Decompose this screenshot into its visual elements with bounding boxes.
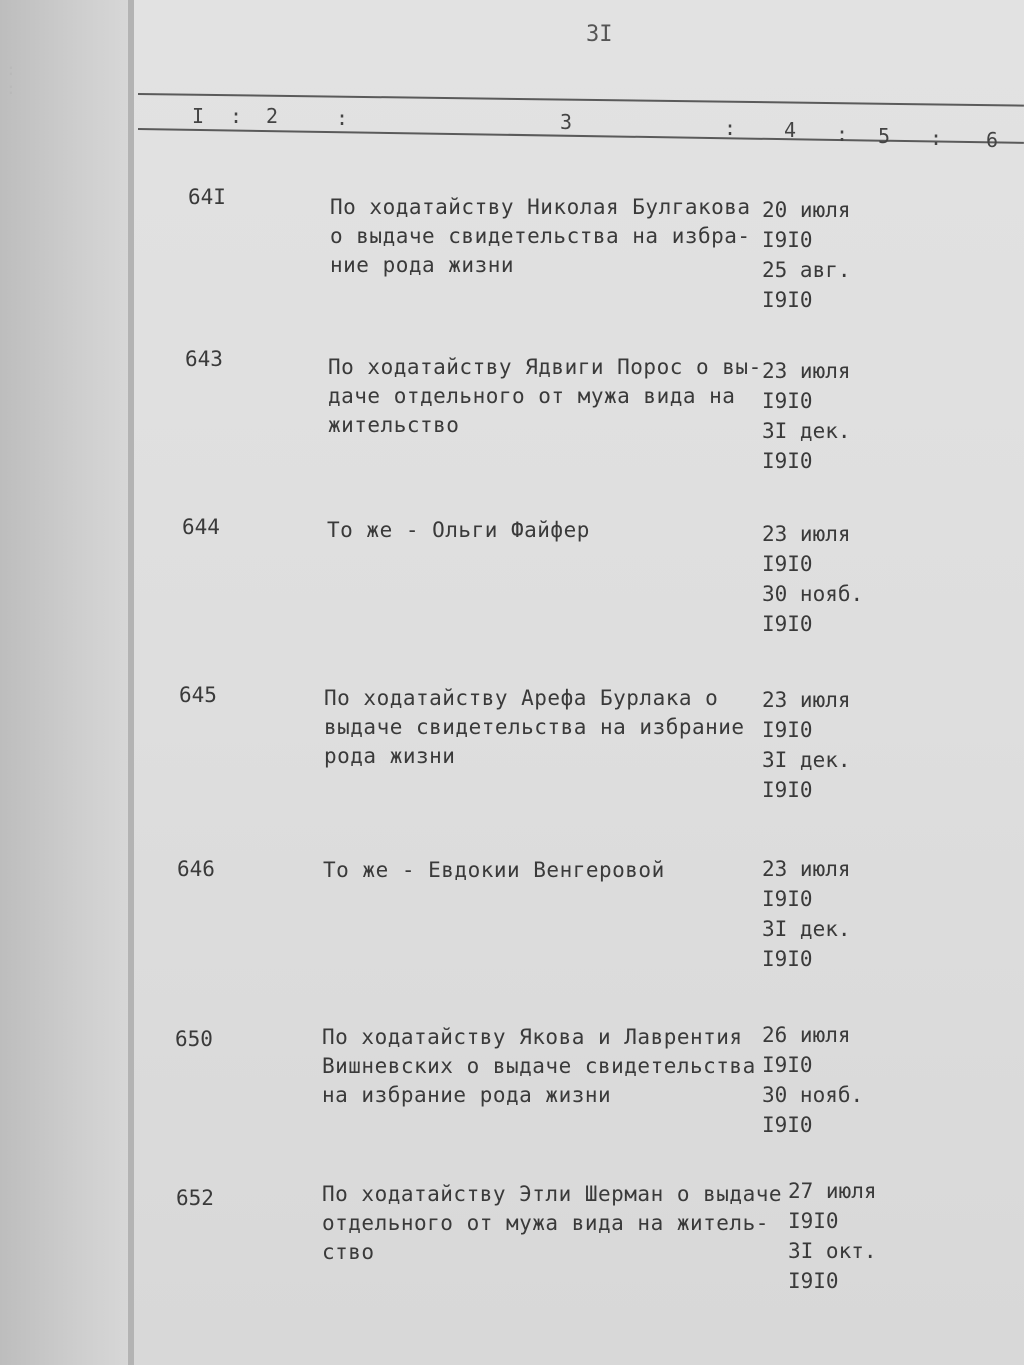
year-start: I9I0	[762, 389, 813, 413]
page-number: 3I	[586, 22, 613, 47]
description-line: выдаче свидетельства на избрание	[324, 715, 745, 739]
year-end: I9I0	[762, 288, 813, 312]
column-separator: :	[230, 104, 243, 128]
date-end: 3I дек.	[762, 917, 851, 941]
description-line: рода жизни	[324, 744, 456, 768]
description-line: даче отдельного от мужа вида на	[328, 384, 736, 408]
column-header-4: 4	[784, 118, 797, 142]
year-start: I9I0	[762, 1053, 813, 1077]
date-start: 23 июля	[762, 688, 851, 712]
entry-description	[330, 193, 751, 280]
description-line: По ходатайству Якова и Лаврентия	[322, 1025, 743, 1049]
description-line: Вишневских о выдаче свидетельства	[322, 1054, 756, 1078]
description-line: По ходатайству Ядвиги Порос о вы-	[328, 355, 762, 379]
entry-number: 643	[185, 347, 223, 371]
entry-dates	[762, 1020, 863, 1140]
entry-dates	[788, 1176, 877, 1296]
previous-page-edge	[0, 0, 140, 1365]
column-separator: :	[836, 122, 849, 146]
description-line: на избрание рода жизни	[322, 1083, 612, 1107]
date-start: 26 июля	[762, 1023, 851, 1047]
date-end: 30 нояб.	[762, 1083, 864, 1107]
column-header-6: 6	[986, 128, 999, 152]
description-line: То же - Евдокии Венгеровой	[323, 858, 665, 882]
date-end: 25 авг.	[762, 258, 851, 282]
year-start: I9I0	[762, 887, 813, 911]
date-end: 3I дек.	[762, 748, 851, 772]
description-line: По ходатайству Николая Булгакова	[330, 195, 751, 219]
year-start: I9I0	[788, 1209, 839, 1233]
column-header-5: 5	[878, 124, 891, 148]
entry-description	[327, 516, 590, 545]
entry-dates	[762, 356, 851, 476]
year-end: I9I0	[762, 1113, 813, 1137]
description-line: По ходатайству Этли Шерман о выдаче	[322, 1182, 783, 1206]
year-start: I9I0	[762, 718, 813, 742]
entry-number: 644	[182, 515, 220, 539]
year-start: I9I0	[762, 228, 813, 252]
entry-dates	[762, 685, 851, 805]
entry-description	[322, 1180, 782, 1267]
year-end: I9I0	[762, 947, 813, 971]
entry-number: 646	[177, 857, 215, 881]
description-line: По ходатайству Арефа Бурлака о	[324, 686, 719, 710]
year-end: I9I0	[762, 449, 813, 473]
description-line: То же - Ольги Файфер	[327, 518, 590, 542]
date-start: 20 июля	[762, 198, 851, 222]
year-end: I9I0	[762, 612, 813, 636]
entry-number: 650	[175, 1027, 213, 1051]
entry-description	[328, 353, 762, 440]
column-header-1: I	[192, 104, 205, 128]
date-end: 3I окт.	[788, 1239, 877, 1263]
entry-description	[322, 1023, 756, 1110]
date-end: 30 нояб.	[762, 582, 864, 606]
date-start: 27 июля	[788, 1179, 877, 1203]
entry-description	[324, 684, 745, 771]
description-line: о выдаче свидетельства на избра-	[330, 224, 751, 248]
year-start: I9I0	[762, 552, 813, 576]
entry-dates	[762, 854, 851, 974]
description-line: ство	[322, 1240, 375, 1264]
date-start: 23 июля	[762, 522, 851, 546]
entry-number: 64I	[188, 185, 226, 209]
column-separator: :	[336, 106, 349, 130]
column-header-3: 3	[560, 110, 573, 134]
date-start: 23 июля	[762, 359, 851, 383]
date-start: 23 июля	[762, 857, 851, 881]
entry-number: 652	[176, 1186, 214, 1210]
year-end: I9I0	[762, 778, 813, 802]
entry-description	[323, 856, 665, 885]
description-line: ние рода жизни	[330, 253, 515, 277]
column-separator: :	[724, 116, 737, 140]
column-separator: :	[930, 126, 943, 150]
description-line: отдельного от мужа вида на житель-	[322, 1211, 769, 1235]
date-end: 3I дек.	[762, 419, 851, 443]
entry-number: 645	[179, 683, 217, 707]
year-end: I9I0	[788, 1269, 839, 1293]
entry-dates	[762, 195, 851, 315]
column-header-2: 2	[266, 104, 279, 128]
description-line: жительство	[328, 413, 460, 437]
bleed-through-marks: : :	[6, 60, 56, 98]
entry-dates	[762, 519, 863, 639]
